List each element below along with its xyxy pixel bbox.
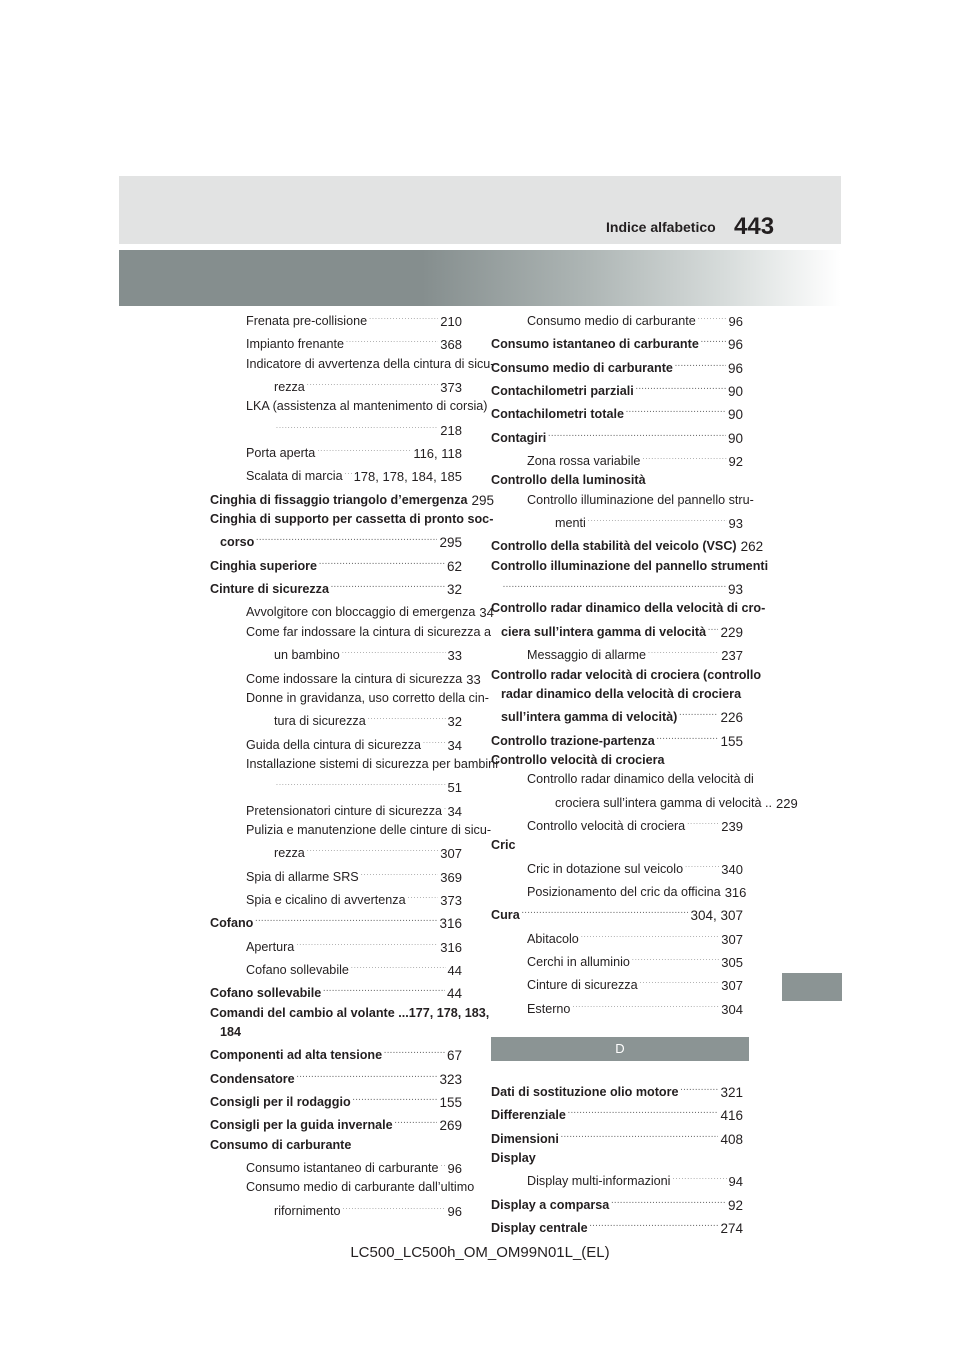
leader-dots [640, 972, 720, 991]
index-subentry [210, 1178, 475, 1221]
entry-page-ref[interactable]: 116, 118 [413, 446, 462, 462]
leader-dots [441, 1155, 446, 1174]
entry-label: Cinghia di fissaggio triangolo d’emergenza [210, 492, 468, 507]
leader-dots [708, 619, 718, 638]
index-entry [210, 1112, 462, 1135]
index-subentry [491, 926, 743, 949]
index-entry [491, 1149, 743, 1168]
index-subentry [491, 879, 747, 902]
leader-dots [642, 448, 726, 467]
index-column-left [210, 308, 498, 1221]
entry-label: Cric [491, 838, 516, 853]
entry-page-ref[interactable]: 340 [721, 861, 743, 877]
entry-page-ref[interactable]: 321 [720, 1085, 743, 1100]
entry-page-ref[interactable]: 229 [775, 795, 798, 811]
entry-label: Differenziale [491, 1108, 566, 1123]
index-entry [210, 1066, 462, 1089]
index-entry [210, 1136, 462, 1155]
entry-page-ref[interactable]: 90 [727, 430, 743, 446]
entry-label: Messaggio di allarme [527, 648, 646, 663]
entry-page-ref[interactable]: 34 [447, 737, 462, 753]
entry-label: Impianto frenante [246, 337, 345, 352]
index-subentry [210, 331, 462, 354]
entry-page-ref[interactable]: 33 [466, 671, 481, 687]
entry-page-ref[interactable]: 93 [727, 582, 743, 598]
leader-dots [581, 926, 719, 945]
entry-label: Controllo illuminazione del pannello strumenti [491, 558, 769, 573]
entry-page-ref[interactable]: 269 [439, 1118, 462, 1134]
leader-dots [626, 401, 726, 420]
index-entry [210, 910, 462, 933]
entry-page-ref[interactable]: 295 [471, 492, 495, 508]
entry-label: Consumo medio di carburante [491, 360, 673, 375]
entry-page-ref[interactable]: 90 [727, 384, 743, 400]
leader-dots [590, 1215, 719, 1234]
leader-dots [369, 308, 438, 327]
leader-dots [632, 949, 719, 968]
page-number: 443 [734, 213, 775, 240]
leader-dots [679, 704, 718, 723]
leader-dots [522, 902, 689, 921]
entry-label: Come indossare la cintura di sicurezza [246, 671, 463, 686]
entry-label: Controllo illuminazione del pannello stru- [527, 492, 754, 507]
entry-label: menti [555, 516, 586, 531]
entry-page-ref[interactable]: 155 [720, 733, 743, 749]
index-subentry [210, 308, 462, 331]
leader-dots [297, 1066, 438, 1085]
entry-page-ref[interactable]: 96 [727, 360, 743, 376]
entry-page-ref[interactable]: 373 [440, 892, 462, 908]
entry-label: Come far indossare la cintura di sicurezza a [246, 624, 491, 639]
entry-page-ref[interactable]: 32 [447, 714, 462, 730]
entry-label: LKA (assistenza al mantenimento di corsia) [246, 399, 488, 414]
entry-label: Cura [491, 908, 520, 923]
leader-dots [444, 798, 446, 817]
leader-dots [395, 1112, 438, 1131]
index-subentry [210, 957, 462, 980]
entry-label: Consigli per la guida invernale [210, 1118, 393, 1133]
leader-dots [255, 910, 437, 929]
leader-dots [276, 774, 446, 793]
leader-dots [343, 1198, 446, 1217]
entry-label: Contachilometri totale [491, 407, 624, 422]
leader-dots [698, 308, 727, 327]
leader-dots [384, 1042, 445, 1061]
entry-label: rezza [274, 846, 305, 861]
entry-label: crociera sull’intera gamma di velocità .. [555, 795, 772, 810]
index-entry [491, 599, 766, 642]
index-subentry [210, 887, 462, 910]
index-entry [491, 1079, 743, 1102]
entry-label: Apertura [246, 939, 295, 954]
index-subentry [491, 856, 743, 879]
entry-page-ref[interactable]: 262 [740, 539, 764, 555]
leader-dots [296, 934, 438, 953]
entry-label: tura di sicurezza [274, 714, 366, 729]
entry-page-ref[interactable]: 226 [720, 710, 743, 726]
entry-label: Controllo radar dinamico della velocità di cro- [491, 601, 766, 616]
index-entry [491, 728, 743, 751]
entry-label: Controllo della luminosità [491, 473, 646, 488]
index-entry [491, 557, 769, 600]
entry-page-ref[interactable]: 51 [447, 780, 462, 796]
entry-label: Guida della cintura di sicurezza [246, 737, 422, 752]
section-title: Indice alfabetico [606, 219, 716, 235]
entry-label: rezza [274, 380, 305, 395]
index-entry [210, 980, 462, 1003]
entry-label: Cofano sollevabile [210, 986, 322, 1001]
entry-label: Consumo medio di carburante [527, 314, 696, 328]
index-subentry [210, 355, 495, 398]
leader-dots [331, 576, 445, 595]
entry-page-ref[interactable]: 304, 307 [690, 908, 743, 924]
entry-page-ref[interactable]: 368 [440, 337, 462, 353]
entry-label: rifornimento [274, 1203, 341, 1218]
entry-page-ref[interactable]: 44 [447, 962, 462, 978]
entry-page-ref[interactable]: 229 [720, 624, 743, 640]
index-entry [491, 471, 743, 490]
entry-page-ref[interactable]: 92 [727, 1197, 743, 1213]
leader-dots [687, 813, 719, 832]
index-entry [210, 1004, 490, 1043]
index-entry [491, 1192, 743, 1215]
entry-label: Cofano sollevabile [246, 962, 349, 977]
entry-label: Abitacolo [527, 931, 579, 946]
entry-page-ref[interactable]: 32 [446, 582, 462, 598]
entry-page-ref[interactable]: 92 [728, 454, 743, 470]
leader-dots [561, 1126, 719, 1145]
entry-label: Cinture di sicurezza [210, 582, 329, 597]
leader-dots [351, 957, 446, 976]
index-subentry [491, 972, 743, 995]
entry-page-ref[interactable]: 316 [440, 939, 462, 955]
leader-dots [423, 732, 446, 751]
entry-label: Cinture di sicurezza [527, 978, 638, 993]
entry-page-ref[interactable]: 90 [727, 407, 743, 423]
entry-page-ref[interactable]: 307 [440, 846, 462, 862]
index-subentry [210, 821, 492, 864]
leader-dots [588, 510, 727, 529]
leader-dots [408, 887, 439, 906]
entry-page-ref[interactable]: 94 [728, 1174, 743, 1190]
leader-dots [548, 425, 726, 444]
entry-page-ref[interactable]: 34 [479, 605, 494, 621]
entry-label: Spia di allarme SRS [246, 869, 359, 884]
leader-dots [342, 642, 446, 661]
leader-dots [672, 1168, 726, 1187]
entry-label: Cinghia di supporto per cassetta di pronto soc- [210, 512, 494, 527]
entry-label: Scalata di marcia [246, 469, 343, 484]
entry-label: Display a comparsa [491, 1197, 610, 1212]
entry-label: Pulizia e manutenzione delle cinture di sicu- [246, 822, 492, 837]
entry-page-ref[interactable]: 33 [447, 648, 462, 664]
index-subentry [491, 1168, 743, 1191]
entry-label: Controllo radar velocità di crociera (controllo [491, 667, 762, 682]
entry-label: Display multi-informazioni [527, 1174, 671, 1189]
leader-dots [319, 553, 445, 572]
index-subentry [491, 308, 743, 331]
index-entry [491, 331, 743, 354]
entry-label: Controllo velocità di crociera [527, 818, 686, 833]
entry-label: Zona rossa variabile [527, 454, 641, 469]
entry-label: Controllo trazione-partenza [491, 733, 655, 748]
entry-label: Porta aperta [246, 446, 316, 461]
entry-label: Dimensioni [491, 1131, 559, 1146]
entry-label: Dati di sostituzione olio motore [491, 1085, 679, 1099]
leader-dots [572, 996, 719, 1015]
index-subentry [210, 689, 489, 732]
entry-label: Cerchi in alluminio [527, 954, 630, 969]
entry-label: Controllo della stabilità del veicolo (VSC) [491, 539, 737, 554]
index-entry [491, 1102, 743, 1125]
entry-label: Consumo di carburante [210, 1137, 352, 1152]
entry-label: Display centrale [491, 1221, 588, 1236]
entry-page-ref[interactable]: 316 [439, 916, 462, 932]
entry-label: un bambino [274, 648, 340, 663]
entry-label: 184 [220, 1025, 242, 1039]
entry-page-ref[interactable]: 96 [727, 337, 743, 353]
leader-dots [307, 840, 439, 859]
index-letter-heading: D [491, 1037, 749, 1061]
index-subentry [210, 755, 498, 798]
entry-label: Avvolgitore con bloccaggio di emergenza [246, 605, 476, 620]
entry-page-ref[interactable]: 369 [440, 869, 462, 885]
leader-dots [675, 355, 726, 374]
leader-dots [317, 440, 411, 459]
leader-dots [636, 378, 726, 397]
index-entry [491, 378, 743, 401]
entry-label: Consigli per il rodaggio [210, 1095, 351, 1110]
leader-dots [701, 331, 726, 350]
entry-page-ref[interactable]: 307 [721, 978, 743, 994]
entry-label: Cinghia superiore [210, 558, 318, 573]
entry-page-ref[interactable]: 210 [440, 314, 462, 329]
index-entry [210, 1089, 462, 1112]
index-entry [491, 533, 764, 556]
entry-page-ref[interactable]: 237 [721, 648, 743, 664]
entry-page-ref[interactable]: 305 [721, 954, 743, 970]
entry-label: Frenata pre-collisione [246, 314, 368, 328]
index-subentry [491, 813, 743, 836]
entry-label: Controllo radar dinamico della velocità di [527, 772, 754, 787]
entry-label: Componenti ad alta tensione [210, 1048, 383, 1063]
index-entry [491, 401, 743, 424]
index-entry [491, 902, 743, 925]
index-subentry [210, 666, 481, 689]
document-code: LC500_LC500h_OM_OM99N01L_(EL) [350, 1244, 610, 1261]
entry-label: Donne in gravidanza, uso corretto della cin- [246, 690, 489, 705]
index-subentry [491, 770, 798, 813]
index-entry [210, 553, 462, 576]
leader-dots [345, 463, 352, 482]
leader-dots [503, 576, 726, 595]
entry-label: Spia e cicalino di avvertenza [246, 892, 406, 907]
leader-dots [346, 331, 438, 350]
leader-dots [648, 642, 719, 661]
index-subentry [210, 934, 462, 957]
entry-page-ref[interactable]: 274 [720, 1221, 743, 1237]
index-subentry [210, 397, 488, 440]
index-entry [210, 1042, 462, 1065]
entry-page-ref[interactable]: 416 [720, 1108, 743, 1124]
index-subentry [210, 798, 462, 821]
entry-page-ref[interactable]: 323 [439, 1071, 462, 1087]
entry-page-ref[interactable]: 96 [447, 1161, 462, 1177]
entry-page-ref[interactable]: 96 [447, 1203, 462, 1219]
leader-dots [361, 864, 439, 883]
index-subentry [210, 440, 462, 463]
entry-page-ref[interactable]: 304 [721, 1001, 743, 1017]
header-gradient-band [119, 250, 841, 306]
leader-dots [256, 529, 437, 548]
index-subentry [491, 642, 743, 665]
index-subentry [491, 448, 743, 471]
entry-label: Pretensionatori cinture di sicurezza [246, 803, 442, 818]
entry-label: ciera sull’intera gamma di velocità [501, 624, 707, 639]
index-subentry [210, 864, 462, 887]
entry-page-ref[interactable]: 96 [728, 314, 743, 329]
leader-dots [353, 1089, 438, 1108]
index-subentry [210, 1155, 462, 1178]
leader-dots [681, 1079, 719, 1098]
leader-dots [685, 856, 719, 875]
index-entry [210, 510, 494, 553]
index-entry [210, 487, 495, 510]
entry-page-ref[interactable]: 295 [439, 535, 462, 551]
entry-label: Comandi del cambio al volante ...177, 178, 183, [210, 1005, 490, 1020]
index-subentry [491, 949, 743, 972]
index-entry [491, 425, 743, 448]
index-entry [491, 1215, 743, 1238]
entry-page-ref[interactable]: 67 [446, 1048, 462, 1064]
entry-label: radar dinamico della velocità di crociera [501, 686, 742, 701]
entry-page-ref[interactable]: 218 [440, 422, 462, 438]
index-subentry [491, 491, 754, 534]
index-entry [491, 836, 743, 855]
entry-label: corso [220, 535, 255, 550]
leader-dots [307, 374, 439, 393]
index-entry [491, 666, 762, 728]
leader-dots [611, 1192, 726, 1211]
index-subentry [210, 599, 494, 622]
entry-page-ref[interactable]: 93 [728, 516, 743, 532]
entry-label: Condensatore [210, 1071, 295, 1086]
leader-dots [657, 728, 719, 747]
entry-label: Contachilometri parziali [491, 384, 634, 399]
leader-dots [276, 417, 438, 436]
entry-page-ref[interactable]: 155 [439, 1095, 462, 1111]
entry-label: Controllo velocità di crociera [491, 752, 665, 767]
entry-label: Cofano [210, 916, 254, 931]
entry-label: Consumo istantaneo di carburante [491, 337, 699, 352]
index-entry [491, 355, 743, 378]
index-subentry [210, 623, 491, 666]
entry-page-ref[interactable]: 44 [446, 986, 462, 1002]
index-subentry [210, 463, 462, 486]
header-top-band [119, 176, 841, 244]
entry-page-ref[interactable]: 34 [447, 803, 462, 819]
index-entry [210, 576, 462, 599]
section-side-tab [782, 973, 842, 1001]
index-column-right [491, 308, 798, 1238]
entry-label: Indicatore di avvertenza della cintura di sicu- [246, 356, 495, 371]
entry-label: Posizionamento del cric da officina [527, 884, 721, 899]
entry-page-ref[interactable]: 373 [440, 380, 462, 396]
entry-label: Contagiri [491, 430, 547, 445]
leader-dots [568, 1102, 719, 1121]
index-subentry [491, 996, 743, 1019]
entry-label: Cric in dotazione sul veicolo [527, 861, 684, 876]
entry-label: sull’intera gamma di velocità) [501, 710, 678, 725]
index-entry [491, 1126, 743, 1149]
entry-page-ref[interactable]: 178, 178, 184, 185 [353, 469, 462, 485]
entry-page-ref[interactable]: 408 [720, 1131, 743, 1147]
entry-page-ref[interactable]: 62 [446, 558, 462, 574]
entry-label: Display [491, 1151, 536, 1166]
entry-page-ref[interactable]: 307 [721, 931, 743, 947]
entry-page-ref[interactable]: 316 [724, 884, 747, 900]
index-subentry [210, 732, 462, 755]
index-entry [491, 751, 743, 770]
entry-label: Consumo istantaneo di carburante [246, 1161, 439, 1176]
entry-label: Consumo medio di carburante dall’ultimo [246, 1180, 475, 1195]
entry-label: Installazione sistemi di sicurezza per bambini [246, 756, 498, 771]
entry-page-ref[interactable]: 239 [721, 818, 743, 834]
leader-dots [323, 980, 445, 999]
leader-dots [368, 708, 446, 727]
entry-label: Esterno [527, 1001, 571, 1016]
